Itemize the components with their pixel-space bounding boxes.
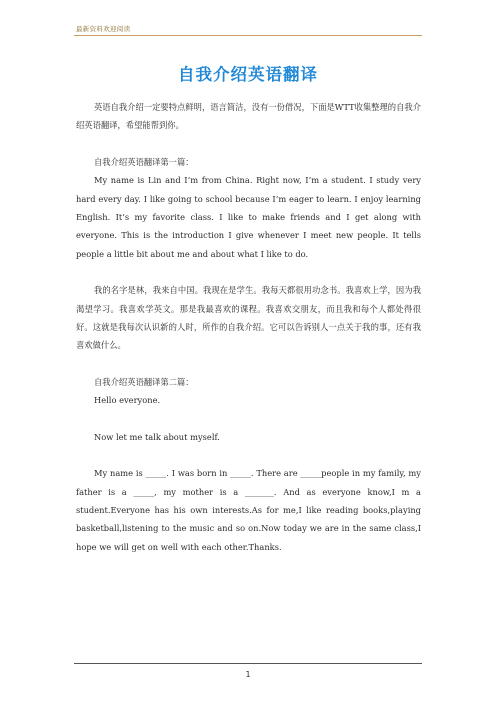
english-paragraph-2: My name is _____. I was born in _____. There are _____people in my family, my father is a _____, my mother is a _______. And as everyone know,I m a student.Everyone has his own interests.As for me,I like reading books,playing basketball,listening to the music and so on.Now today we are in the same class,I hope we will get on well with each other.Thanks. [76, 468, 421, 552]
document-body [76, 98, 421, 556]
english-paragraph-1: My name is Lin and I’m from China. Right now, I’m a student. I study very hard every day. I like going to school because I’m eager to learn. I enjoy learning English. It’s my favorite class. I like to make friends and I get along with everyone. This is the introduction I give whenever I meet new people. It tells people a little bit about me and about what I like to do. [76, 175, 421, 259]
page-number: 1 [245, 670, 251, 679]
document-title: 自我介绍英语翻译 [178, 65, 318, 84]
footer-divider [74, 663, 422, 664]
english-line-2: Now let me talk about myself. [94, 431, 220, 442]
section-heading-2: 自我介绍英语翻译第二篇： [94, 376, 194, 387]
chinese-paragraph-1: 我的名字是林，我来自中国。我现在是学生。我每天都很用功念书。我喜欢上学，因为我渴望学习。我喜欢学英文。那是我最喜欢的课程。我喜欢交朋友，而且我和每个人都处得很好。这就是我每次认识新的人时，所作的自我介绍。它可以告诉别人一点关于我的事，还有我喜欢做什么。 [76, 285, 421, 351]
header-divider [74, 35, 422, 36]
running-header: 最新资料欢迎阅读 [76, 25, 131, 33]
section-heading-1: 自我介绍英语翻译第一篇： [94, 156, 194, 167]
intro-paragraph: 英语自我介绍一定要特点鲜明，语言简洁，没有一份借况，下面是WTT收集整理的自我介绍英语翻译，希望能帮到你。 [76, 102, 421, 131]
english-greeting: Hello everyone. [94, 395, 161, 406]
